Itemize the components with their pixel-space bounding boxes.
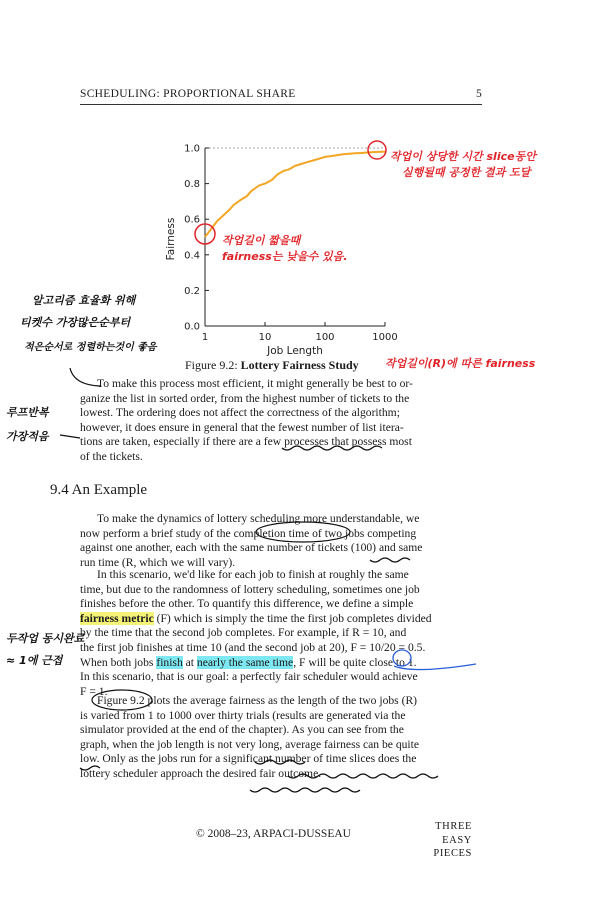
y-tick-label: 0.0 [184,321,200,333]
y-tick-label: 0.8 [184,179,200,191]
footer-book-word: THREE [435,821,472,832]
text-line: is varied from 1 to 1000 over thirty trials (results are generated via the [80,708,406,722]
header-rule [80,104,482,105]
text-line: lowest. The ordering does not affect the correctness of the algorithm; [80,406,400,420]
y-axis-label: Fairness [165,217,177,261]
y-tick-label: 0.4 [184,250,200,262]
footer-book-word: EASY [442,834,472,846]
paragraph-sorting [80,377,482,465]
text-line: the first job finishes at time 10 (and the second job at 20), F = 10/20 = 0.5. [80,640,426,654]
text-line: To make this process most efficient, it might generally be best to or- [97,377,413,390]
fairness-series-line [205,152,385,237]
handwritten-note-top: 실행될때 공정한 결과 도달 [402,166,531,179]
text-line: Figure 9.2 plots the average fairness as the length of the two jobs (R) [97,694,418,707]
x-axis-label: Job Length [267,345,323,357]
text-line: finishes before the other. To quantify this difference, we define a simple [80,597,414,611]
handwritten-note-complete: 두작업 동시완료 [6,632,85,645]
x-tick-label: 1 [201,332,209,343]
section-heading: 9.4 An Example [50,482,148,498]
y-tick-label: 0.6 [184,214,200,226]
x-tick-label: 10 [258,332,272,343]
text-line: tions are taken, especially if there are a few processes that possess most [80,435,412,449]
paragraph-figure-discussion [80,694,482,782]
x-tick-label: 100 [315,332,335,343]
text-line: To make the dynamics of lottery scheduling more understandable, we [97,512,420,525]
text-line [80,612,482,627]
figure-caption [185,358,359,373]
figure-label: Figure 9.2: [185,358,238,372]
text-line: low. Only as the jobs run for a significant number of time slices does the [80,752,417,766]
handwritten-note-left: 알고리즘 효율화 위해 [32,294,136,307]
text-line: however, it does ensure in general that the fewest number of list itera- [80,420,404,434]
running-head-title: SCHEDULING: PROPORTIONAL SHARE [80,88,296,100]
text-line: simulator provided at the end of the chapter). As you can see from the [80,723,404,737]
footer-book-title [414,820,472,861]
text-line: now perform a brief study of the completion time of two jobs competing [80,526,417,540]
figure-title: Lottery Fairness Study [240,358,359,372]
footer-copyright: © 2008–23, ARPACI-DUSSEAU [196,828,351,840]
text-span: When both jobs [80,655,157,669]
handwritten-note-caption: 작업길이(R)에 따른 fairness [385,357,536,370]
handwritten-note-complete: ≈ 1에 근접 [6,654,63,667]
highlight-finish: finish [156,655,183,669]
paragraph-intro [80,512,482,570]
ink-wave-outcome [250,788,360,792]
text-span: (F) which is simply the time the first job completes divided [153,611,432,625]
handwritten-note-mid: fairness는 낮을수 있음. [222,250,348,263]
y-tick-label: 0.2 [184,285,200,297]
text-span: at [182,655,197,669]
text-line: graph, when the job length is not very long, average fairness can be quite [80,737,420,751]
footer-book-word: PIECES [433,848,472,859]
handwritten-note-loop: 루프반복 [6,406,49,419]
ink-arrow-loop [60,435,80,438]
y-tick-label: 1.0 [184,143,200,155]
page-number: 5 [475,88,482,100]
paragraph-fairness-metric [80,568,482,699]
text-span: , F will be quite close to 1. [293,655,417,669]
highlight-fairness-metric: fairness metric [80,611,154,625]
text-line [80,656,482,671]
text-line: of the tickets. [80,449,143,463]
handwritten-note-left: 티켓수 가장많은순부터 [20,316,131,329]
handwritten-note-top: 작업이 상당한 시간 slice동안 [390,150,536,163]
handwritten-note-mid: 작업길이 짧을때 [222,234,301,247]
text-line: In this scenario, that is our goal: a perfectly fair scheduler would achieve [80,670,418,684]
handwritten-note-left: 적은순서로 정렬하는것이 좋음 [24,342,157,353]
text-line: time, but due to the randomness of lottery scheduling, sometimes one job [80,582,420,596]
text-line: by the time that the second job completes. For example, if R = 10, and [80,626,407,640]
text-line: run time (R, which we will vary). [80,555,236,569]
running-head [80,88,482,104]
handwritten-note-loop: 가장적음 [6,430,49,443]
highlight-same-time: nearly the same time [196,655,294,669]
x-tick-label: 1000 [372,332,398,343]
text-line: lottery scheduler approach the desired fair outcome. [80,766,322,780]
text-line: F = 1. [80,684,108,698]
text-line: ganize the list in sorted order, from the highest number of tickets to the [80,391,410,405]
text-line: In this scenario, we'd like for each job to finish at roughly the same [97,568,409,581]
text-line: against one another, each with the same number of tickets (100) and same [80,541,423,555]
